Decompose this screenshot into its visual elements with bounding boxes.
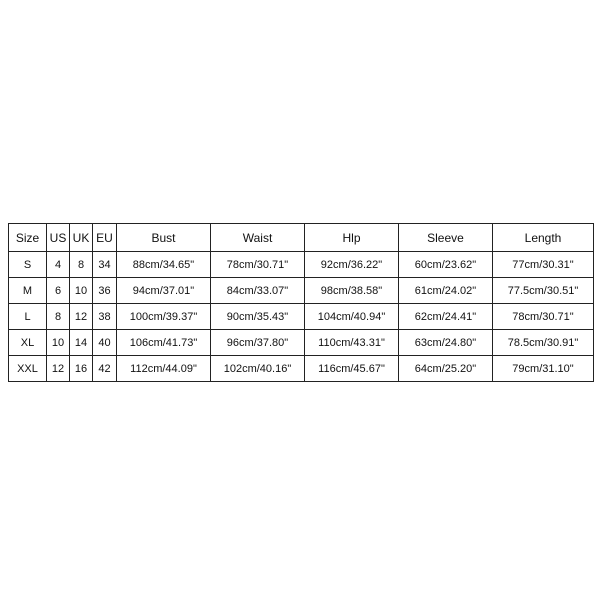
cell-uk: 12	[70, 304, 93, 330]
header-eu: EU	[93, 224, 117, 252]
header-hip: Hlp	[305, 224, 399, 252]
cell-waist: 78cm/30.71"	[211, 252, 305, 278]
cell-size: S	[9, 252, 47, 278]
header-waist: Waist	[211, 224, 305, 252]
cell-us: 12	[47, 356, 70, 382]
cell-hip: 110cm/43.31"	[305, 330, 399, 356]
cell-length: 77cm/30.31"	[493, 252, 594, 278]
cell-length: 78cm/30.71"	[493, 304, 594, 330]
cell-eu: 40	[93, 330, 117, 356]
cell-hip: 116cm/45.67"	[305, 356, 399, 382]
table-row	[9, 356, 594, 382]
header-uk: UK	[70, 224, 93, 252]
cell-waist: 96cm/37.80"	[211, 330, 305, 356]
cell-us: 8	[47, 304, 70, 330]
cell-bust: 100cm/39.37"	[117, 304, 211, 330]
cell-us: 6	[47, 278, 70, 304]
cell-size: M	[9, 278, 47, 304]
cell-sleeve: 60cm/23.62"	[399, 252, 493, 278]
cell-uk: 16	[70, 356, 93, 382]
cell-waist: 90cm/35.43"	[211, 304, 305, 330]
cell-bust: 94cm/37.01"	[117, 278, 211, 304]
cell-eu: 38	[93, 304, 117, 330]
size-chart-table	[8, 223, 594, 382]
table-row	[9, 278, 594, 304]
cell-us: 4	[47, 252, 70, 278]
cell-eu: 36	[93, 278, 117, 304]
cell-uk: 10	[70, 278, 93, 304]
cell-sleeve: 62cm/24.41"	[399, 304, 493, 330]
header-us: US	[47, 224, 70, 252]
cell-size: XXL	[9, 356, 47, 382]
cell-uk: 14	[70, 330, 93, 356]
cell-us: 10	[47, 330, 70, 356]
cell-length: 79cm/31.10"	[493, 356, 594, 382]
cell-hip: 92cm/36.22"	[305, 252, 399, 278]
cell-bust: 88cm/34.65"	[117, 252, 211, 278]
cell-sleeve: 64cm/25.20"	[399, 356, 493, 382]
table-row	[9, 252, 594, 278]
cell-size: XL	[9, 330, 47, 356]
header-sleeve: Sleeve	[399, 224, 493, 252]
table-row	[9, 330, 594, 356]
cell-sleeve: 63cm/24.80"	[399, 330, 493, 356]
table-row	[9, 304, 594, 330]
cell-eu: 34	[93, 252, 117, 278]
header-size: Size	[9, 224, 47, 252]
header-bust: Bust	[117, 224, 211, 252]
cell-uk: 8	[70, 252, 93, 278]
cell-size: L	[9, 304, 47, 330]
cell-waist: 102cm/40.16"	[211, 356, 305, 382]
cell-bust: 106cm/41.73"	[117, 330, 211, 356]
cell-eu: 42	[93, 356, 117, 382]
cell-length: 78.5cm/30.91"	[493, 330, 594, 356]
cell-waist: 84cm/33.07"	[211, 278, 305, 304]
header-row	[9, 224, 594, 252]
size-chart	[8, 223, 593, 382]
cell-length: 77.5cm/30.51"	[493, 278, 594, 304]
cell-hip: 104cm/40.94"	[305, 304, 399, 330]
cell-bust: 112cm/44.09"	[117, 356, 211, 382]
cell-hip: 98cm/38.58"	[305, 278, 399, 304]
header-length: Length	[493, 224, 594, 252]
cell-sleeve: 61cm/24.02"	[399, 278, 493, 304]
